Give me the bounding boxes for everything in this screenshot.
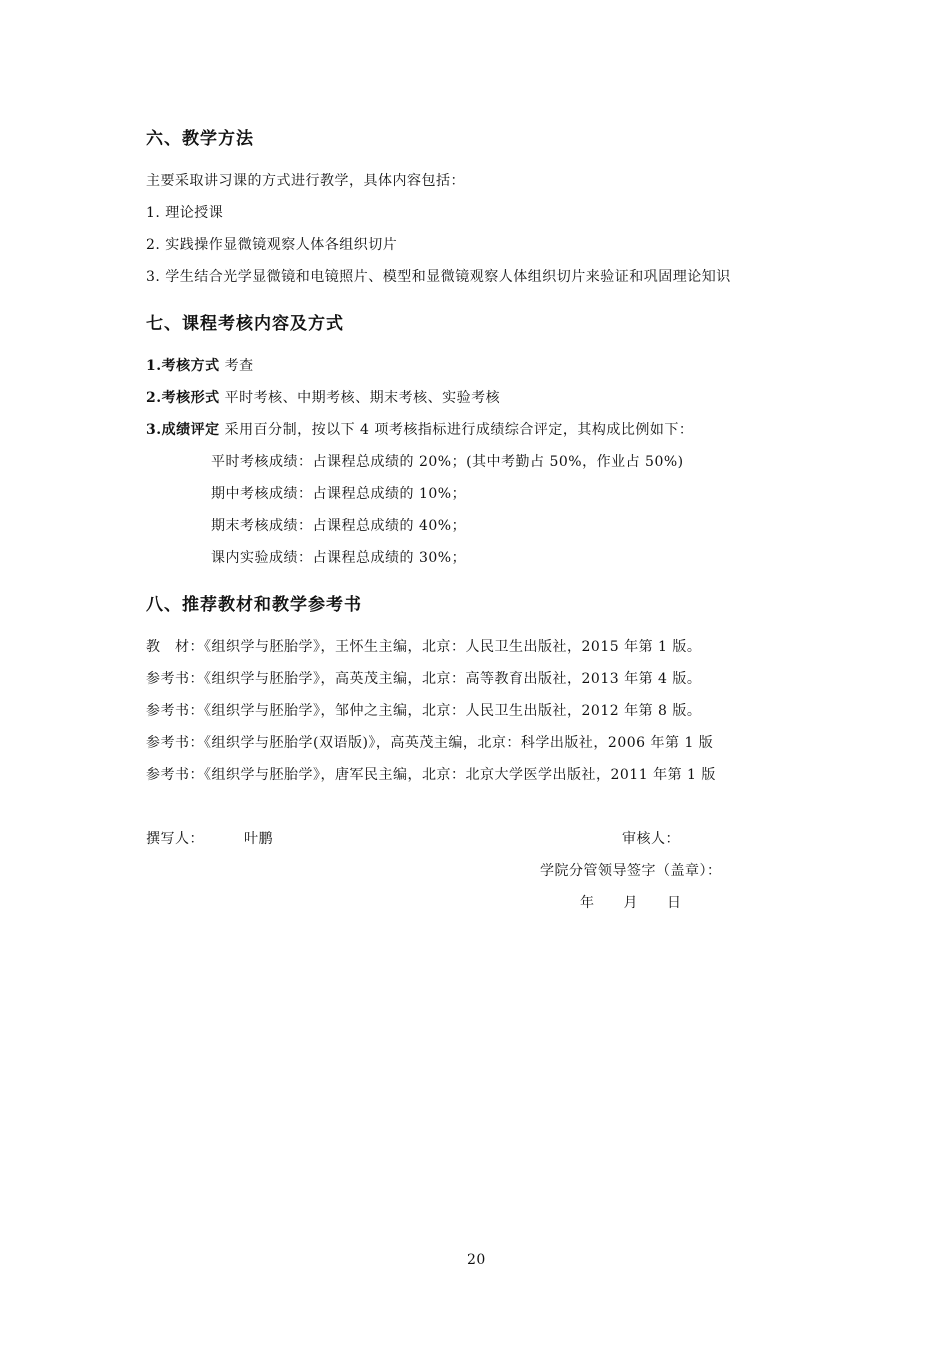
assessment-form-value: 平时考核、中期考核、期末考核、实验考核 [224,390,501,406]
reviewer-label: 审核人： [622,831,680,847]
book-entry: 教 材：《组织学与胚胎学》，王怀生主编，北京：人民卫生出版社，2015 年第 1 版。 [146,639,702,655]
assessment-method-value: 考查 [224,358,254,374]
assessment-method-label: 1.考核方式 [146,358,220,374]
page-number: 20 [467,1252,486,1268]
grade-evaluation [146,419,693,439]
date-label: 年 月 日 [580,895,682,911]
section6-item: 2. 实践操作显微镜观察人体各组织切片 [146,237,398,253]
book-entry: 参考书：《组织学与胚胎学》，唐军民主编，北京：北京大学医学出版社，2011 年第 1 版 [146,767,716,783]
grade-breakdown-item: 课内实验成绩：占课程总成绩的 30%； [211,550,467,566]
assessment-method [146,355,254,375]
grade-breakdown-item: 期中考核成绩：占课程总成绩的 10%； [211,486,467,502]
writer-name: 叶鹏 [244,831,273,847]
book-entry: 参考书：《组织学与胚胎学》，高英茂主编，北京：高等教育出版社，2013 年第 4 版。 [146,671,702,687]
writer-label: 撰写人： [146,831,204,847]
book-entry: 参考书：《组织学与胚胎学》，邹仲之主编，北京：人民卫生出版社，2012 年第 8 版。 [146,703,702,719]
section6-intro: 主要采取讲习课的方式进行教学，具体内容包括： [146,173,465,189]
section8-heading: 八、推荐教材和教学参考书 [146,595,362,615]
section6-item: 1. 理论授课 [146,205,224,221]
book-entry: 参考书：《组织学与胚胎学(双语版)》，高英茂主编，北京：科学出版社，2006 年第 1 版 [146,735,714,751]
section7-heading: 七、课程考核内容及方式 [146,314,344,334]
section6-item: 3. 学生结合光学显微镜和电镜照片、模型和显微镜观察人体组织切片来验证和巩固理论知识 [146,269,731,285]
section6-heading: 六、教学方法 [146,129,254,149]
grade-evaluation-label: 3.成绩评定 [146,422,220,438]
leader-signature-label: 学院分管领导签字（盖章）： [540,863,722,879]
assessment-form-label: 2.考核形式 [146,390,220,406]
grade-evaluation-value: 采用百分制，按以下 4 项考核指标进行成绩综合评定，其构成比例如下： [224,422,694,438]
grade-breakdown-item: 期末考核成绩：占课程总成绩的 40%； [211,518,467,534]
grade-breakdown-item: 平时考核成绩：占课程总成绩的 20%；(其中考勤占 50%，作业占 50%) [211,454,684,470]
assessment-form [146,387,500,407]
